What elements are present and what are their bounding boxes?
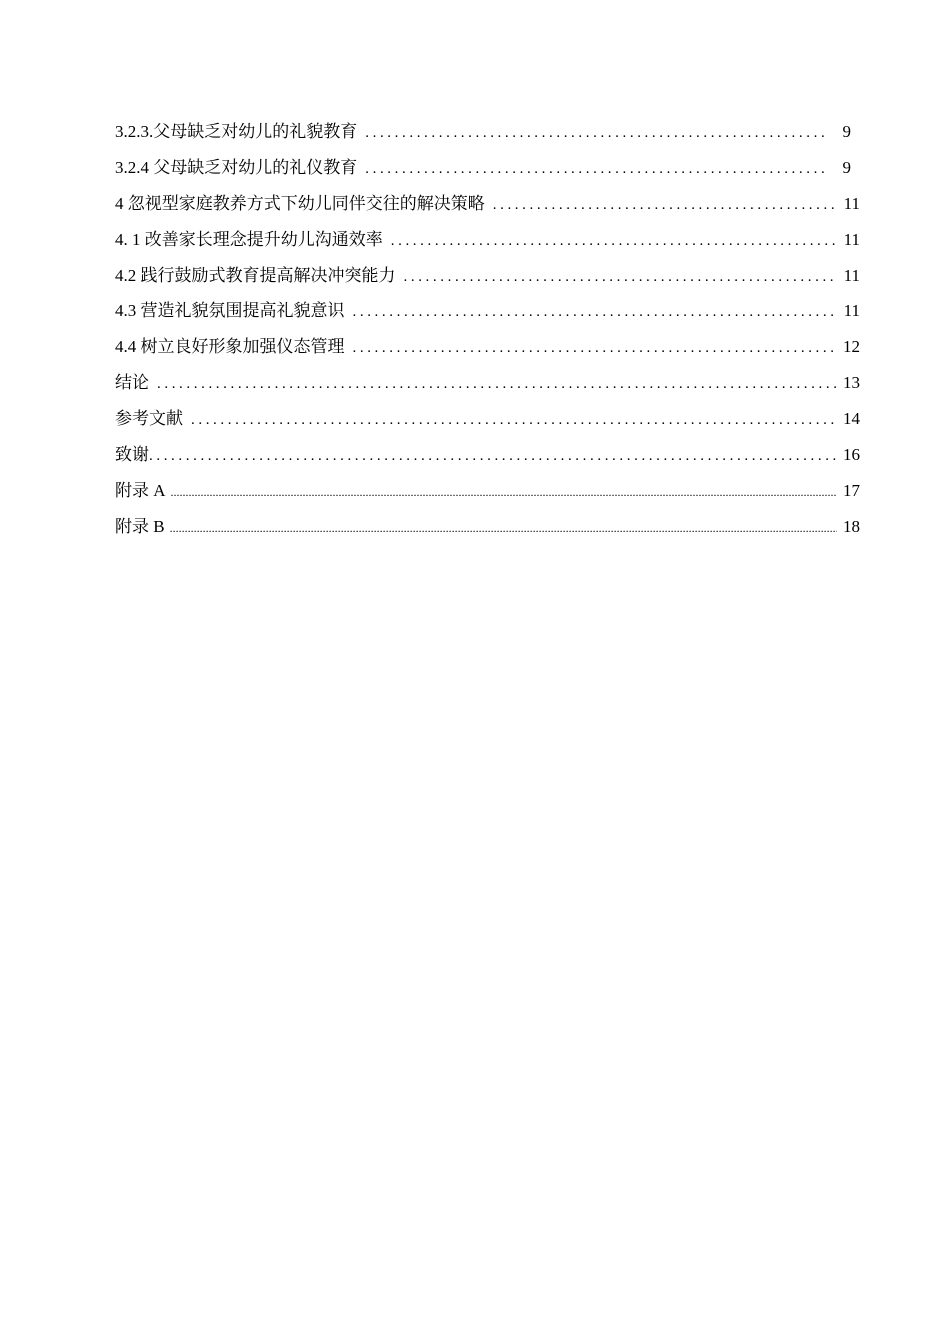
toc-entry-page: 12 <box>843 337 860 357</box>
toc-entry[interactable] <box>115 265 860 301</box>
toc-entry[interactable] <box>115 444 860 480</box>
toc-entry[interactable] <box>115 157 860 193</box>
toc-entry-page: 17 <box>843 480 860 500</box>
toc-entry[interactable] <box>115 336 860 372</box>
toc-dot-leader <box>191 409 837 431</box>
toc-dot-leader <box>149 445 837 467</box>
toc-entry[interactable] <box>115 121 860 157</box>
toc-entry-title: 附录 B <box>115 516 165 536</box>
toc-dot-leader <box>170 517 837 539</box>
toc-entry-title: 4. 1 改善家长理念提升幼儿沟通效率 <box>115 229 383 249</box>
toc-entry[interactable] <box>115 480 860 516</box>
toc-entry[interactable] <box>115 193 860 229</box>
toc-entry[interactable] <box>115 372 860 408</box>
toc-entry-title: 致谢 <box>115 445 149 465</box>
toc-dot-leader <box>157 373 837 395</box>
toc-dot-leader <box>365 158 829 180</box>
toc-dot-leader <box>493 194 838 216</box>
toc-entry[interactable] <box>115 408 860 444</box>
toc-entry-title: 参考文献 <box>115 409 183 429</box>
toc-entry-title: 4.3 营造礼貌氛围提高礼貌意识 <box>115 301 345 321</box>
toc-entry-title: 附录 A <box>115 480 166 500</box>
toc-dot-leader <box>171 481 837 503</box>
toc-entry[interactable] <box>115 300 860 336</box>
toc-dot-leader <box>353 301 838 323</box>
toc-entry-title: 4 忽视型家庭教养方式下幼儿同伴交往的解决策略 <box>115 193 485 213</box>
toc-entry-title: 3.2.3.父母缺乏对幼儿的礼貌教育 <box>115 122 358 141</box>
toc-dot-leader <box>404 266 838 288</box>
toc-entry-page: 11 <box>843 265 860 285</box>
toc-entry-title: 4.2 践行鼓励式教育提高解决冲突能力 <box>115 265 396 285</box>
toc-entry-title: 结论 <box>115 373 149 393</box>
toc-entry-page: 11 <box>843 301 860 321</box>
table-of-contents <box>115 121 860 552</box>
toc-entry-page: 9 <box>842 157 851 177</box>
toc-entry-title: 3.2.4 父母缺乏对幼儿的礼仪教育 <box>115 157 358 177</box>
toc-entry-page: 11 <box>843 229 860 249</box>
toc-entry-page: 11 <box>843 193 860 213</box>
toc-entry-page: 9 <box>842 122 851 141</box>
toc-entry[interactable] <box>115 516 860 552</box>
toc-dot-leader <box>365 122 829 144</box>
toc-entry-page: 18 <box>843 516 860 536</box>
toc-entry[interactable] <box>115 229 860 265</box>
toc-entry-page: 16 <box>843 445 860 465</box>
toc-dot-leader <box>353 337 838 359</box>
toc-entry-page: 13 <box>843 373 860 393</box>
toc-entry-page: 14 <box>843 409 860 429</box>
toc-dot-leader <box>391 230 838 252</box>
toc-entry-title: 4.4 树立良好形象加强仪态管理 <box>115 337 345 357</box>
